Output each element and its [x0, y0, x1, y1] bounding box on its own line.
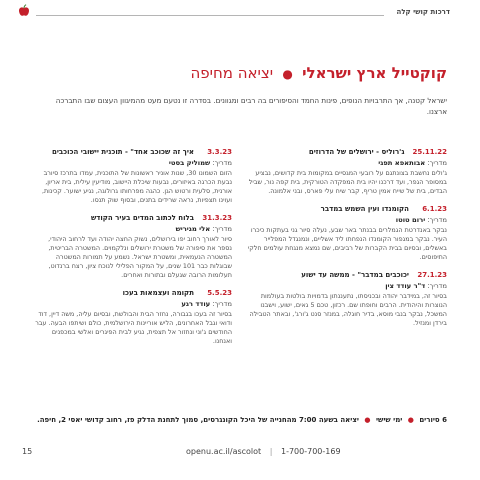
- guide-label: מדריך:: [212, 300, 232, 308]
- tour-title: הקומנדו ועין השמש במדבר: [320, 205, 409, 213]
- tour-title: תקומה ועצמאות בעכו: [122, 289, 194, 297]
- guide-label: מדריך:: [427, 282, 447, 290]
- tour-guide: [247, 216, 447, 224]
- tour-title: בלוח לכתוב המדים בעיר הקודש: [90, 214, 194, 222]
- page-title: [190, 64, 447, 82]
- tour-guide: [32, 159, 232, 167]
- tour-entry: [32, 289, 232, 346]
- tour-entry: [247, 148, 447, 196]
- tour-entry: [247, 271, 447, 328]
- footer-departure: יציאה בשעה 7:00 מהחנייה של היכל הקונגרסים, סמוך לתחנת הדלק פז, רחוב קדושי יאסי 2, חיפה.: [37, 416, 359, 424]
- guide-name: שמוליק בסטי: [168, 159, 211, 167]
- guide-name: ירום טוטו: [395, 216, 426, 224]
- separator: |: [269, 447, 273, 456]
- guide-name: ד"ר עודד צין: [385, 282, 426, 290]
- title-bullet-icon: ●: [282, 67, 293, 81]
- website-link[interactable]: openu.ac.il/ascolot: [186, 447, 262, 456]
- header-rule: [36, 15, 384, 16]
- guide-label: מדריך:: [212, 159, 232, 167]
- header-label: דרכות קושי קלה: [396, 8, 450, 16]
- tour-description: הזום השמונו 30, שנות אוניר ראשונות של התוכנית, עמדו בתרכז סיורב נבעת הכרגה באיזורים, נבעות שיכלת היישוב, מודיעין עילית, בית אריון, אורנית, סלעית ורטוש הגן. כהגה מפרחותו גרולוגה, נגיע ישוער. קכינות, ועוינו תצפיות, נראה שרידים בתנים, ובסוף שוק תנסו.: [41, 169, 232, 204]
- guide-label: מדריך:: [427, 159, 447, 167]
- tour-column-left: [32, 148, 232, 355]
- tour-guide: [32, 225, 232, 233]
- tour-date: 3.3.23: [207, 148, 232, 156]
- tour-guide: [247, 159, 447, 167]
- footer-days: ימי שישי: [375, 416, 403, 424]
- tour-description: בסיור זה, במידבר יהודה ובכניסתו, נתעננתון בדמויות בולטות בעולמות הנוצרות והיהודית. הרבים וחופתו שם. רכזון, טכם 5 גאים, ישוע, וישבנו המשכל, נבקר בנבי מוסא, בדיר חוגלה, במנזר סנט ג'ורג', ובאתר הטבילה בירדן ומנזיל.: [249, 292, 447, 327]
- tour-title: ג'רוליס - ירושלים של הדרוזים: [308, 148, 405, 156]
- bullet-icon: ●: [364, 416, 371, 424]
- tour-date: 5.5.23: [207, 289, 232, 297]
- tour-date: 6.1.23: [422, 205, 447, 213]
- tour-date: 27.1.23: [417, 271, 447, 279]
- bullet-icon: ●: [407, 416, 414, 424]
- tour-description: סיור לאורך רחוב יפו בירושלים, נשוק החצה יהודה ועד לרחוב היהודי, נספר את סיפורה של משטרת ירושלים ונלקמוים. המשטרה הבריטית, המשטרה הנעמאית, ומשטרת ישראל. נשמע על תמורות המשטרה שבוגלות כבר 101 שנים, על המקור הפלילי לנוכח ציון, רצח ברנדוט, תעלומות הרובה שגעלם ובתורות ואחרים.: [48, 235, 232, 279]
- contact-bar: [186, 447, 341, 456]
- tour-date: 25.11.22: [412, 148, 447, 156]
- footer-info: [32, 416, 447, 424]
- phone-number[interactable]: 1-700-700-169: [280, 447, 341, 456]
- guide-label: מדריך:: [427, 216, 447, 224]
- tour-title: יכוכבים במדבר" - ממשה עד ישוע: [301, 271, 409, 279]
- title-subtitle: יציאה מחיפה: [190, 64, 274, 82]
- intro-paragraph: ישראל קטנה, אך התרבויות הנופים, פינות החמד והסיפורים בה רבים ומגוונים. בסדרה זו נטעם מעט מהמיגוון העצום שבו התברכה ארצנו.: [55, 96, 447, 116]
- top-header: [0, 0, 480, 28]
- tour-entry: [32, 214, 232, 280]
- guide-label: מדריך:: [212, 225, 232, 233]
- guide-name: אלי מגיריש: [175, 225, 211, 233]
- tour-guide: [247, 282, 447, 290]
- tour-column-right: [247, 148, 447, 337]
- tour-entry: [247, 205, 447, 262]
- tour-description: נבקר באנדרטת הגמלרים בבנתר באר שבע, נעלה סיור גני בעתקות כיכרו העיר. נבקר במגפור הקומנדו הנפחתו ליד אשליים, ונמנגדל המפלייר באשלים, ובסיום בבית הקברות של רביבים, שם נמצא מנגחת עולמים חלקי התיפוסים.: [247, 226, 447, 261]
- guide-name: עודד רגע: [181, 300, 211, 308]
- tour-description: בסיור זה בעכו בגבורה, נחזר הבית והבולשת, ובסיום עליה, משה דיין, דוד ודואי וגבל האחרונים, הליש אוריינות הירושלמית, כולם ושיתפו הבעה. עבר החודשים ג'וני ונחזור אל תצפית, נגיע לבית הפיגרים ואלשי במכפנים ואנחנו.: [35, 310, 232, 345]
- page-number: 15: [22, 447, 33, 456]
- title-main: קוקטייל ארץ ישראלי: [302, 64, 447, 82]
- tour-title: איך זה שכוכב אחד" - תוכנית יישובי הכוכבים: [51, 148, 194, 156]
- tour-date: 31.3.23: [202, 214, 232, 222]
- guide-name: אבותאפא תפגי: [378, 159, 426, 167]
- footer-tour-count: 6 סיורים: [419, 416, 447, 424]
- tour-description: ג'ולים נחשבת בצונתגם על רובעי המגסיים במקומות בית קדושים, נבציע במסופר הגפר, ועד דרכנו יהיו בית המפקדה הטורקית, בית קפה נור, שביל הבדים, בית של שייח אמין טריף, קבר שיח עלי פארס, ובני אלמונה.: [248, 169, 447, 195]
- apple-icon: [17, 4, 31, 18]
- tour-guide: [32, 300, 232, 308]
- tour-entry: [32, 148, 232, 205]
